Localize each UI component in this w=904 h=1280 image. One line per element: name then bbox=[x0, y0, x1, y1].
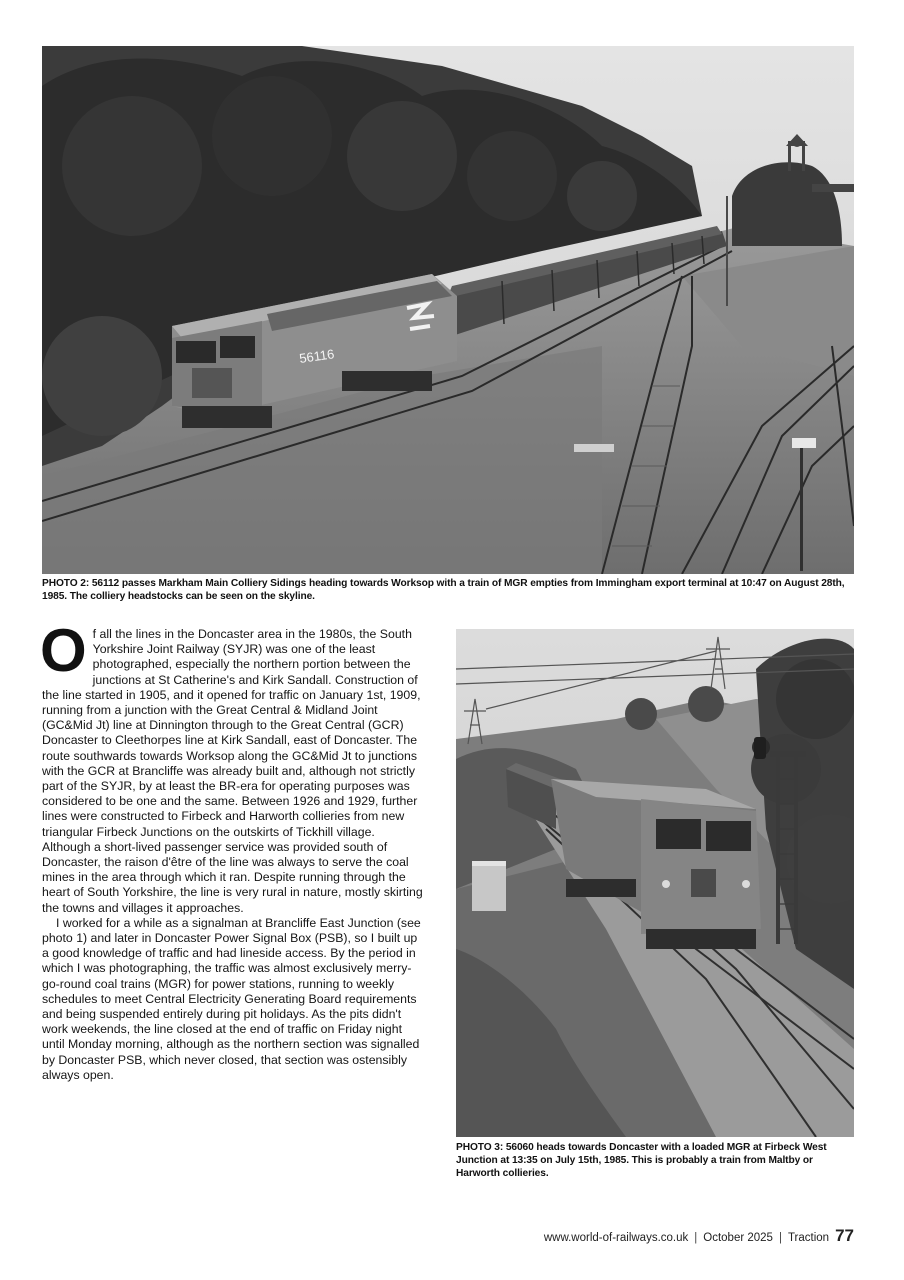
photo-2-caption: PHOTO 2: 56112 passes Markham Main Colliery Sidings heading towards Worksop with a train of MGR empties from Immingham export terminal at 10:47 on August 28th, 1985. The colliery headstocks can be seen on the skyline. bbox=[42, 578, 845, 602]
photo-2-image bbox=[42, 46, 854, 574]
page-footer bbox=[544, 1226, 854, 1246]
page-number: 77 bbox=[835, 1226, 854, 1245]
footer-separator: | bbox=[778, 1232, 782, 1244]
photo-3 bbox=[456, 629, 854, 1137]
article-body bbox=[40, 617, 424, 1083]
photo-3-caption: PHOTO 3: 56060 heads towards Doncaster with a loaded MGR at Firbeck West Junction at 13:35 on July 15th, 1985. This is probably a train from Maltby or Harworth collieries. bbox=[456, 1142, 827, 1179]
article-paragraph-1-text: f all the lines in the Doncaster area in the 1980s, the South Yorkshire Joint Railway (SYJR) was one of the least photographed, especially the northern portion between the junctions at St Catherine's and Kirk Sandall. Construction of the line started in 1905, and it opened for traffic on January 1st, 1909, running from a junction with the Great Central & Midland Joint (GC&Mid Jt) line at Dinnington through to the Great Central (GCR) Doncaster to Cleethorpes line at Kirk Sandall, east of Doncaster. The route southwards towards Worksop along the GC&Mid Jt to junctions with the GCR at Brancliffe was already built and, although not strictly part of the SYJR, by at least the BR-era for operating purposes was considered to be one and the same. Between 1926 and 1929, further lines were constructed to Firbeck and Harworth collieries from new triangular Firbeck Junctions on the outskirts of Tickhill village. Although a short-lived passenger service was provided south of Doncaster, the raison d'être of the line was always to serve the coal mines in the area through which it ran. Despite running through the heart of South Yorkshire, the line is very rural in nature, mostly skirting the towns and villages it approaches. bbox=[42, 627, 423, 915]
footer-separator: | bbox=[694, 1232, 698, 1244]
article-paragraph-2: I worked for a while as a signalman at Brancliffe East Junction (see photo 1) and later in Doncaster Power Signal Box (PSB), so I built up a good knowledge of traffic and had lineside access. By the period in which I was photographing, the traffic was almost exclusively merry-go-round coal trains (MGR) for power stations, running to weekly schedules to meet Central Electricity Generating Board requirements and being suspended entirely during pit holidays. As the pits didn't work weekends, the line closed at the end of traffic on Friday night until Monday morning, although as the northern section was signalled by Doncaster PSB, which never closed, that section was ostensibly always open. bbox=[42, 915, 421, 1082]
footer-website: www.world-of-railways.co.uk bbox=[543, 1232, 689, 1244]
photo-3-image bbox=[456, 629, 854, 1137]
photo-2-loco-number: 56116 bbox=[298, 346, 336, 366]
article-paragraph-1 bbox=[40, 617, 424, 916]
photo-2 bbox=[42, 46, 854, 574]
footer-date: October 2025 bbox=[703, 1232, 773, 1244]
footer-magazine: Traction bbox=[787, 1232, 830, 1244]
drop-cap: O bbox=[40, 617, 87, 684]
